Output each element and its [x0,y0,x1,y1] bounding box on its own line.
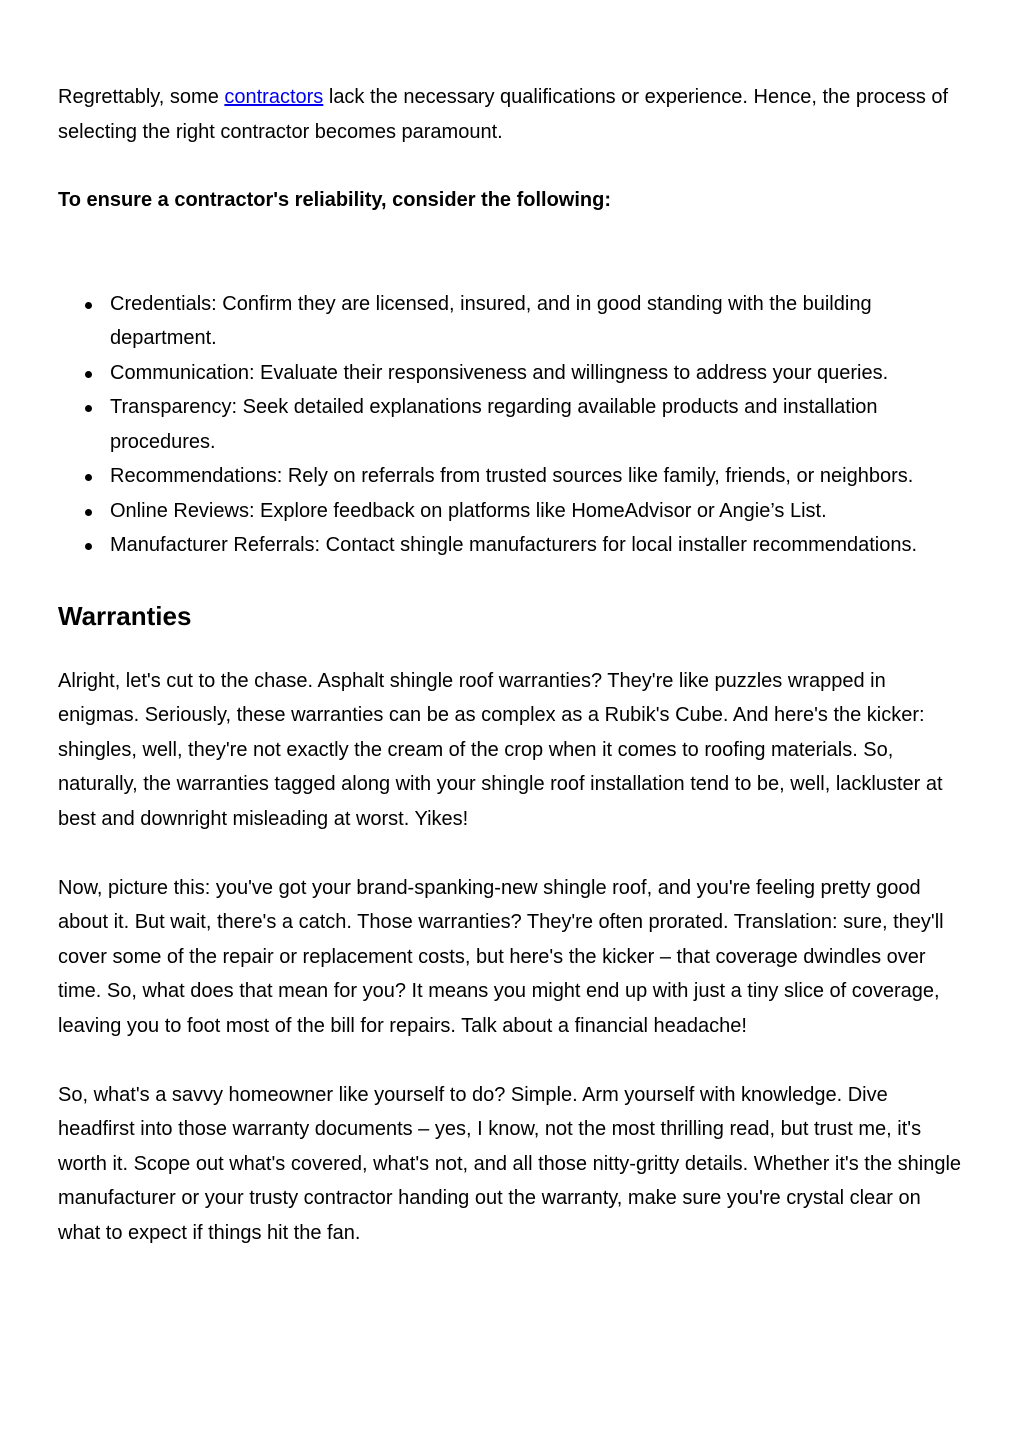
bullet-icon [85,371,92,378]
warranties-paragraph-1: Alright, let's cut to the chase. Asphalt shingle roof warranties? They're like puzzles wrapped in enigmas. Seriously, these warranties can be as complex as a Rubik's Cube. And here's the kicker: shingles, well, they're not exactly the cream of the crop when it comes to roofing materials. So, naturally, the warranties tagged along with your shingle roof installation tend to be, well, lackluster at best and downright misleading at worst. Yikes! [58,669,943,830]
bullet-icon [85,474,92,481]
list-item [58,390,968,459]
bullet-icon [85,509,92,516]
bullet-icon [85,302,92,309]
list-item-text: Online Reviews: Explore feedback on platforms like HomeAdvisor or Angie’s List. [110,499,827,522]
document-page [58,80,968,1250]
list-item [58,494,968,529]
list-item-text: Credentials: Confirm they are licensed, insured, and in good standing with the building department. [110,292,872,349]
bullet-icon [85,405,92,412]
list-item-text: Communication: Evaluate their responsiveness and willingness to address your queries. [110,361,889,384]
list-item [58,459,968,494]
list-item-text: Transparency: Seek detailed explanations regarding available products and installation procedures. [110,396,878,453]
bullet-icon [85,543,92,550]
list-item [58,356,968,391]
warranties-paragraph-2: Now, picture this: you've got your brand-spanking-new shingle roof, and you're feeling pretty good about it. But wait, there's a catch. Those warranties? They're often prorated. Translation: sure, they'll cover some of the repair or replacement costs, but here's the kicker – that coverage dwindles over time. So, what does that mean for you? It means you might end up with just a tiny slice of coverage, leaving you to foot most of the bill for repairs. Talk about a financial headache! [58,876,944,1037]
intro-paragraph [58,80,968,149]
list-item-text: Manufacturer Referrals: Contact shingle manufacturers for local installer recommendations. [110,534,918,556]
criteria-list [58,287,968,563]
warranties-paragraph-3: So, what's a savvy homeowner like yourself to do? Simple. Arm yourself with knowledge. Dive headfirst into those warranty documents – yes, I know, not the most thrilling read, but trust me, it's worth it. Scope out what's covered, what's not, and all those nitty-gritty details. Whether it's the shingle manufacturer or your trusty contractor handing out the warranty, make sure you're crystal clear on what to expect if things hit the fan. [58,1083,962,1244]
intro-text-after-link: lack the necessary qualifications or experience. Hence, the process of selecting the right contractor becomes paramount. [58,86,949,143]
list-item [58,528,968,563]
contractors-link[interactable]: contractors [224,86,324,108]
warranties-heading: Warranties [58,600,192,631]
criteria-lead: To ensure a contractor's reliability, consider the following: [58,189,611,211]
list-item-text: Recommendations: Rely on referrals from trusted sources like family, friends, or neighbors. [110,465,914,487]
list-item [58,287,968,356]
intro-text-before-link: Regrettably, some [58,86,225,108]
